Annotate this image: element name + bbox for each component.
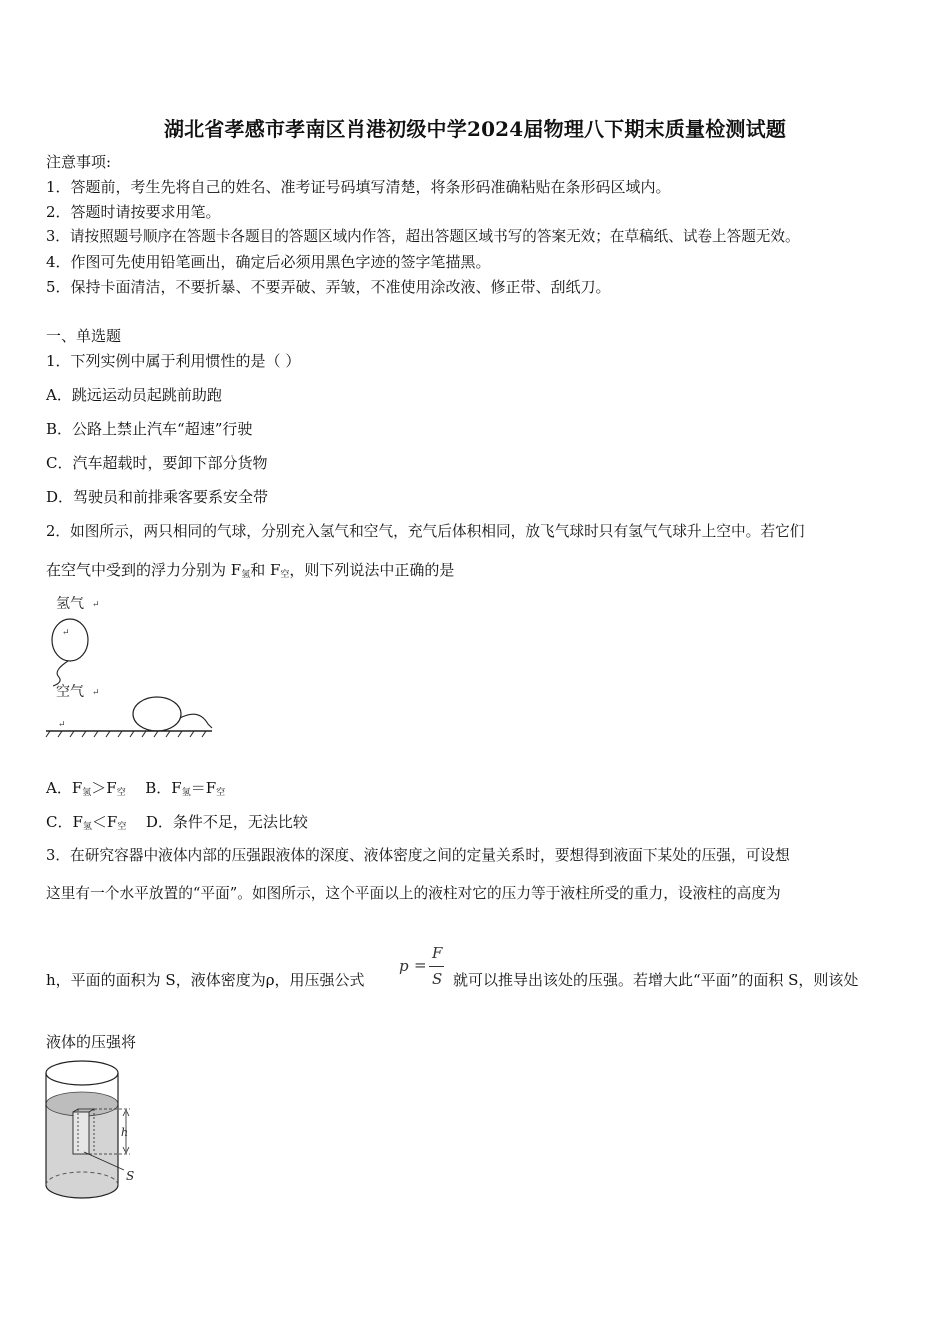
q1-option-a: A．跳远运动员起跳前助跑 — [46, 386, 222, 404]
notice-item-3: 3．请按照题号顺序在答题卡各题目的答题区域内作答，超出答题区域书写的答案无效；在草稿纸、试卷上答题无效。 — [46, 228, 800, 245]
q1-option-b: B．公路上禁止汽车“超速”行驶 — [46, 420, 253, 438]
fraction-bar — [429, 966, 444, 967]
q3-stem-line3b: 就可以推导出该处的压强。若增大此“平面”的面积 S，则该处 — [453, 971, 859, 989]
balloon-string — [180, 714, 212, 728]
q3-stem-line1: 3．在研究容器中液体内部的压强跟液体的深度、液体密度之间的定量关系时，要想得到液面下某处的压强，可设想 — [46, 847, 790, 864]
liquid-column — [73, 1112, 89, 1154]
q3-stem-line2: 这里有一个水平放置的“平面”。如图所示，这个平面以上的液柱对它的压力等于液柱所受的重力，设液柱的高度为 — [46, 885, 781, 902]
section-heading: 一、单选题 — [46, 327, 122, 345]
balloon-figure — [44, 590, 214, 740]
notice-header: 注意事项: — [46, 153, 112, 171]
formula-numerator: F — [432, 944, 443, 962]
notice-item-2: 2．答题时请按要求用笔。 — [46, 203, 221, 221]
notice-item-4: 4．作图可先使用铅笔画出，确定后必须用黑色字迹的签字笔描黑。 — [46, 253, 491, 271]
notice-item-1: 1．答题前，考生先将自己的姓名、准考证号码填写清楚，将条形码准确粘贴在条形码区域内。 — [46, 178, 671, 196]
q3-stem-line3a: h，平面的面积为 S，液体密度为ρ，用压强公式 — [46, 971, 365, 989]
q3-stem-line4: 液体的压强将 — [46, 1033, 137, 1051]
paragraph-mark-icon: ↵ — [58, 720, 66, 730]
q2-options-ab: A．$F_氢>F_空$ B．$F_氢=F_空$ — [46, 779, 226, 798]
q1-option-d: D．驾驶员和前排乘客要系安全带 — [46, 488, 269, 506]
q1-stem: 1．下列实例中属于利用惯性的是（ ） — [46, 352, 301, 370]
balloon-string — [53, 661, 68, 686]
fig-label-hydrogen: 氢气 — [56, 596, 84, 612]
q2-stem-line1: 2．如图所示，两只相同的气球，分别充入氢气和空气，充气后体积相同，放飞气球时只有氢气气球升上空中。若它们 — [46, 523, 805, 540]
notice-item-5: 5．保持卡面清洁，不要折暴、不要弄破、弄皱，不准使用涂改液、修正带、刮纸刀。 — [46, 278, 611, 296]
height-label: h — [121, 1126, 129, 1139]
formula-denominator: S — [432, 970, 443, 988]
air-balloon — [133, 697, 181, 731]
hydrogen-balloon — [52, 619, 88, 661]
page-title: 湖北省孝感市孝南区肖港初级中学2024届物理八下期末质量检测试题 — [163, 117, 787, 141]
formula-equals: = — [414, 956, 427, 974]
fig-label-air: 空气 — [56, 684, 84, 700]
ground-hatch — [46, 731, 206, 737]
q2-options-cd: C．$F_氢<F_空$ D．条件不足，无法比较 — [46, 813, 308, 832]
container-figure — [44, 1060, 144, 1202]
paragraph-mark-icon: ↵ — [92, 688, 100, 698]
area-label: S — [126, 1169, 135, 1183]
paragraph-mark-icon: ↵ — [62, 628, 70, 638]
formula-p: p — [399, 957, 409, 975]
q1-option-c: C．汽车超载时，要卸下部分货物 — [46, 454, 268, 472]
paragraph-mark-icon: ↵ — [92, 600, 100, 610]
q2-stem-line2: 在空气中受到的浮力分别为 $F_氢$和 $F_空$，则下列说法中正确的是 — [46, 561, 455, 580]
container-rim — [46, 1061, 118, 1085]
